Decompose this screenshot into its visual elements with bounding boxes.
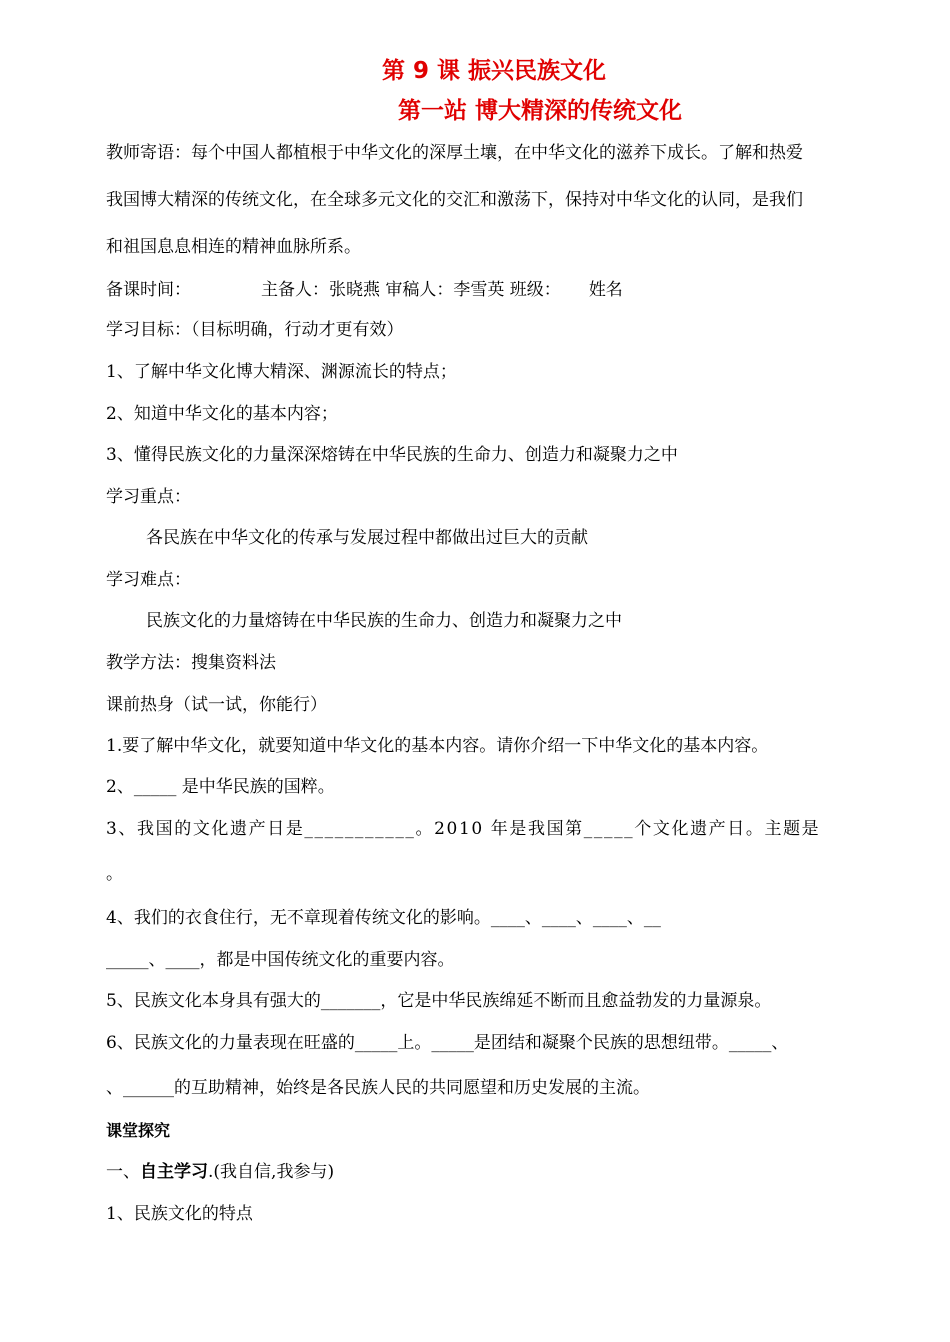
station-title: 第一站 博大精深的传统文化: [398, 98, 683, 124]
difficulty-text: 民族文化的力量熔铸在中华民族的生命力、创造力和凝聚力之中: [146, 611, 622, 631]
teaching-method: 教学方法：搜集资料法: [106, 653, 276, 673]
self-study-title: 自主学习: [140, 1162, 208, 1182]
classroom-explore-heading: 课堂探究: [106, 1121, 171, 1140]
question-4-line-2: _____、____，都是中国传统文化的重要内容。: [106, 950, 455, 970]
prep-time-label: 备课时间：: [106, 280, 191, 300]
learning-goals-heading: 学习目标：（目标明确，行动才更有效）: [106, 320, 404, 340]
teacher-message-line-3: 和祖国息息相连的精神血脉所系。: [106, 237, 361, 257]
study-item-1: 1、民族文化的特点: [106, 1204, 253, 1224]
goal-item-3: 3、懂得民族文化的力量深深熔铸在中华民族的生命力、创造力和凝聚力之中: [106, 445, 678, 465]
question-3: 3、我国的文化遗产日是___________。2010 年是我国第_____个文化遗产日。主题是: [106, 819, 821, 839]
key-points-heading: 学习重点：: [106, 487, 191, 507]
self-study-note: .(我自信,我参与): [208, 1162, 335, 1182]
question-6-line-2: 、______的互助精神，始终是各民族人民的共同愿望和历史发展的主流。: [106, 1078, 650, 1098]
self-study-heading: [106, 1164, 334, 1181]
question-6-line-1: 6、民族文化的力量表现在旺盛的_____上。_____是团结和凝聚个民族的思想纽带。_____、: [106, 1033, 789, 1053]
question-4-line-1: 4、我们的衣食住行，无不章现着传统文化的影响。____、____、____、__: [106, 908, 661, 928]
prep-info-line: [106, 282, 623, 299]
question-1: 1.要了解中华文化，就要知道中华文化的基本内容。请你介绍一下中华文化的基本内容。: [106, 736, 769, 756]
question-2: 2、_____ 是中华民族的国粹。: [106, 777, 335, 797]
self-study-prefix: 一、: [106, 1162, 140, 1182]
prep-name-label: 姓名: [588, 280, 623, 300]
warmup-heading: 课前热身（试一试，你能行）: [106, 695, 327, 715]
difficulty-heading: 学习难点：: [106, 570, 191, 590]
lesson-title: 第 9 课 振兴民族文化: [382, 58, 607, 84]
prep-authors: 主备人：张晓燕 审稿人：李雪英 班级：: [261, 280, 561, 300]
question-5: 5、民族文化本身具有强大的_______，它是中华民族绵延不断而且愈益勃发的力量源泉。: [106, 991, 772, 1011]
key-points-text: 各民族在中华文化的传承与发展过程中都做出过巨大的贡献: [146, 528, 588, 548]
teacher-message-line-1: 教师寄语：每个中国人都植根于中华文化的深厚土壤，在中华文化的滋养下成长。了解和热爱: [106, 143, 803, 163]
goal-item-1: 1、了解中华文化博大精深、渊源流长的特点；: [106, 362, 457, 382]
teacher-message-line-2: 我国博大精深的传统文化，在全球多元文化的交汇和激荡下，保持对中华文化的认同，是我们: [106, 190, 803, 210]
question-3-end: 。: [106, 864, 123, 884]
goal-item-2: 2、知道中华文化的基本内容；: [106, 404, 338, 424]
